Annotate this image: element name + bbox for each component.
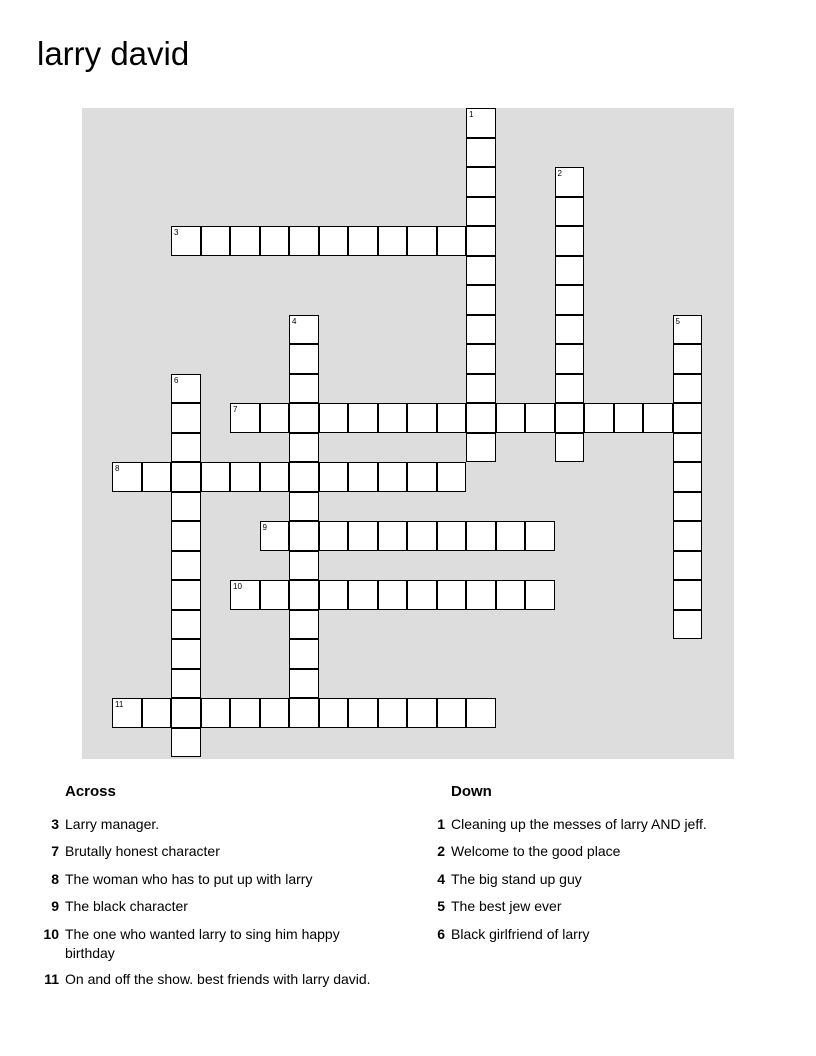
grid-cell[interactable]	[201, 462, 231, 492]
grid-cell[interactable]	[466, 344, 496, 374]
grid-cell[interactable]	[171, 728, 201, 758]
grid-cell[interactable]	[289, 492, 319, 522]
grid-cell[interactable]	[171, 521, 201, 551]
grid-cell[interactable]	[643, 403, 673, 433]
grid-cell[interactable]	[555, 374, 585, 404]
grid-cell[interactable]	[319, 226, 349, 256]
clue-number: 8	[51, 871, 59, 887]
grid-cell[interactable]	[260, 698, 290, 728]
grid-cell[interactable]	[289, 433, 319, 463]
grid-cell[interactable]	[289, 374, 319, 404]
grid-cell[interactable]	[555, 256, 585, 286]
grid-cell[interactable]	[319, 580, 349, 610]
grid-cell[interactable]	[437, 403, 467, 433]
grid-cell[interactable]	[260, 403, 290, 433]
grid-cell[interactable]	[525, 521, 555, 551]
grid-cell[interactable]	[289, 403, 319, 433]
grid-cell[interactable]	[673, 403, 703, 433]
grid-cell[interactable]	[407, 521, 437, 551]
grid-cell[interactable]	[319, 521, 349, 551]
grid-cell[interactable]	[319, 462, 349, 492]
clue-number: 2	[437, 843, 445, 859]
grid-cell[interactable]	[496, 521, 526, 551]
grid-cell[interactable]	[171, 669, 201, 699]
grid-cell[interactable]	[142, 698, 172, 728]
grid-cell[interactable]	[289, 551, 319, 581]
grid-cell[interactable]	[289, 669, 319, 699]
clue-number: 5	[437, 898, 445, 914]
grid-cell[interactable]	[466, 698, 496, 728]
grid-cell[interactable]	[171, 580, 201, 610]
grid-cell[interactable]	[348, 698, 378, 728]
grid-cell[interactable]	[171, 492, 201, 522]
grid-cell[interactable]	[171, 610, 201, 640]
grid-cell[interactable]	[230, 403, 260, 433]
grid-cell[interactable]	[466, 403, 496, 433]
grid-cell[interactable]	[466, 433, 496, 463]
grid-cell[interactable]	[348, 462, 378, 492]
clue-text: The best jew ever	[451, 898, 562, 914]
grid-cell[interactable]	[555, 315, 585, 345]
clue-text: Larry manager.	[65, 816, 160, 832]
clue-text: Brutally honest character	[65, 843, 220, 859]
grid-cell[interactable]	[171, 226, 201, 256]
cell-number: 4	[292, 316, 297, 326]
clue-text: The woman who has to put up with larry	[65, 871, 313, 887]
grid-cell[interactable]	[289, 226, 319, 256]
crossword-grid	[82, 108, 734, 759]
grid-cell[interactable]	[230, 698, 260, 728]
grid-cell[interactable]	[378, 403, 408, 433]
grid-cell[interactable]	[525, 403, 555, 433]
grid-cell[interactable]	[348, 403, 378, 433]
grid-cell[interactable]	[260, 226, 290, 256]
clue-number: 10	[43, 926, 59, 942]
grid-cell[interactable]	[614, 403, 644, 433]
grid-cell[interactable]	[171, 698, 201, 728]
grid-cell[interactable]	[407, 226, 437, 256]
clue-text: On and off the show. best friends with larry david.	[65, 971, 371, 987]
grid-cell[interactable]	[555, 403, 585, 433]
grid-cell[interactable]	[407, 462, 437, 492]
grid-cell[interactable]	[673, 315, 703, 345]
grid-cell[interactable]	[319, 403, 349, 433]
grid-cell[interactable]	[466, 521, 496, 551]
grid-cell[interactable]	[555, 197, 585, 227]
grid-cell[interactable]	[171, 639, 201, 669]
grid-cell[interactable]	[230, 580, 260, 610]
grid-cell[interactable]	[466, 226, 496, 256]
grid-cell[interactable]	[348, 580, 378, 610]
grid-cell[interactable]	[555, 344, 585, 374]
grid-cell[interactable]	[673, 344, 703, 374]
grid-cell[interactable]	[201, 226, 231, 256]
cell-number: 3	[174, 228, 179, 237]
grid-cell[interactable]	[378, 580, 408, 610]
across-heading: Across	[65, 783, 116, 800]
grid-cell[interactable]	[555, 167, 585, 197]
cell-number: 11	[115, 700, 124, 709]
grid-cell[interactable]	[171, 551, 201, 581]
grid-cell[interactable]	[437, 580, 467, 610]
grid-cell[interactable]	[289, 315, 319, 345]
grid-cell[interactable]	[437, 226, 467, 256]
grid-cell[interactable]	[260, 521, 290, 551]
clue-text: Welcome to the good place	[451, 843, 621, 859]
grid-cell[interactable]	[289, 639, 319, 669]
grid-cell[interactable]	[584, 403, 614, 433]
grid-cell[interactable]	[289, 344, 319, 374]
grid-cell[interactable]	[673, 551, 703, 581]
clue-text: The big stand up guy	[451, 871, 582, 887]
grid-cell[interactable]	[496, 403, 526, 433]
clue-number: 11	[44, 971, 59, 987]
grid-cell[interactable]	[171, 403, 201, 433]
grid-cell[interactable]	[289, 610, 319, 640]
grid-cell[interactable]	[378, 462, 408, 492]
cell-number: 2	[557, 169, 562, 178]
grid-cell[interactable]	[201, 698, 231, 728]
cell-number: 10	[233, 582, 242, 591]
grid-cell[interactable]	[437, 521, 467, 551]
grid-cell[interactable]	[348, 521, 378, 551]
grid-cell[interactable]	[378, 698, 408, 728]
grid-cell[interactable]	[289, 521, 319, 551]
grid-cell[interactable]	[466, 256, 496, 286]
grid-cell[interactable]	[496, 580, 526, 610]
grid-cell[interactable]	[289, 462, 319, 492]
clue-text: The one who wanted larry to sing him happy birthday	[65, 926, 340, 961]
grid-cell[interactable]	[466, 285, 496, 315]
grid-cell[interactable]	[673, 580, 703, 610]
grid-cell[interactable]	[319, 698, 349, 728]
grid-cell[interactable]	[289, 698, 319, 728]
grid-cell[interactable]	[673, 521, 703, 551]
grid-cell[interactable]	[466, 138, 496, 168]
grid-cell[interactable]	[112, 462, 142, 492]
clue-number: 7	[51, 843, 59, 859]
grid-cell[interactable]	[673, 433, 703, 463]
cell-number: 9	[262, 523, 267, 532]
grid-cell[interactable]	[171, 462, 201, 492]
clue-number: 1	[437, 816, 445, 832]
grid-cell[interactable]	[466, 374, 496, 404]
grid-cell[interactable]	[555, 285, 585, 315]
grid-cell[interactable]	[112, 698, 142, 728]
grid-cell[interactable]	[673, 462, 703, 492]
puzzle-title: larry david	[37, 35, 190, 72]
clue-text: The black character	[65, 898, 188, 914]
grid-cell[interactable]	[260, 580, 290, 610]
grid-cell[interactable]	[407, 403, 437, 433]
grid-cell[interactable]	[466, 580, 496, 610]
clue-number: 6	[437, 926, 445, 942]
grid-cell[interactable]	[555, 226, 585, 256]
cell-number: 5	[675, 316, 680, 326]
clue-number: 9	[51, 898, 59, 914]
grid-cell[interactable]	[673, 492, 703, 522]
grid-cell[interactable]	[230, 226, 260, 256]
grid-cell[interactable]	[466, 197, 496, 227]
cell-number: 7	[233, 405, 238, 414]
cell-number: 6	[174, 375, 179, 385]
grid-cell[interactable]	[407, 698, 437, 728]
grid-cell[interactable]	[407, 580, 437, 610]
grid-cell[interactable]	[437, 698, 467, 728]
grid-cell[interactable]	[260, 462, 290, 492]
grid-cell[interactable]	[378, 226, 408, 256]
grid-cell[interactable]	[289, 580, 319, 610]
cell-number: 8	[115, 464, 120, 473]
grid-cell[interactable]	[142, 462, 172, 492]
grid-cell[interactable]	[437, 462, 467, 492]
grid-cell[interactable]	[171, 374, 201, 404]
grid-cell[interactable]	[466, 315, 496, 345]
down-heading: Down	[451, 783, 492, 800]
grid-cell[interactable]	[466, 167, 496, 197]
clue-number: 4	[437, 871, 445, 887]
clue-text: Black girlfriend of larry	[451, 926, 590, 942]
grid-cell[interactable]	[230, 462, 260, 492]
grid-cell[interactable]	[555, 433, 585, 463]
clue-number: 3	[51, 816, 59, 832]
grid-cell[interactable]	[673, 610, 703, 640]
grid-cell[interactable]	[525, 580, 555, 610]
cell-number: 1	[469, 110, 474, 119]
grid-cell[interactable]	[673, 374, 703, 404]
grid-cell[interactable]	[348, 226, 378, 256]
grid-cell[interactable]	[171, 433, 201, 463]
clue-text: Cleaning up the messes of larry AND jeff.	[451, 816, 707, 832]
grid-cell[interactable]	[378, 521, 408, 551]
grid-cell[interactable]	[466, 108, 496, 138]
